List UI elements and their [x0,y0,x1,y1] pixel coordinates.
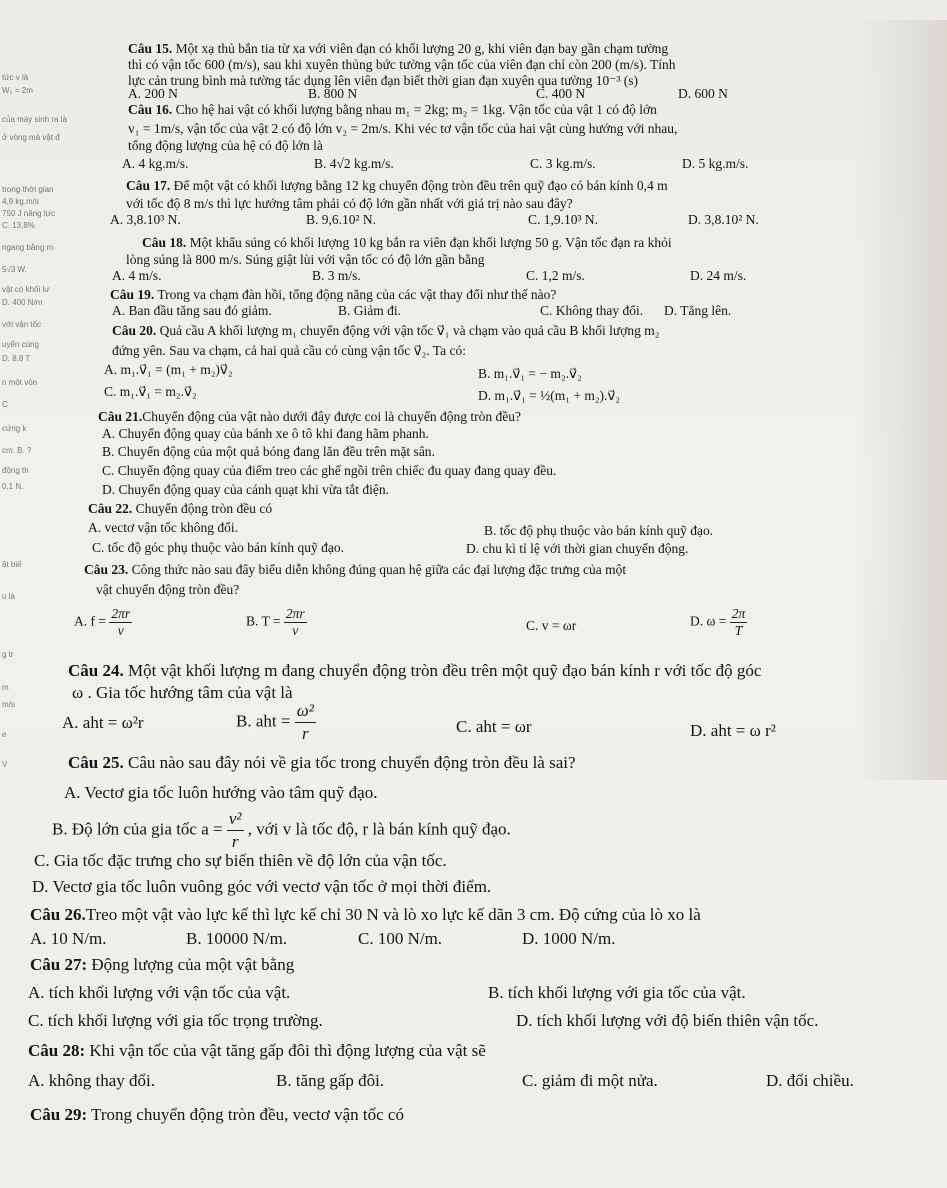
margin-fragment: u là [2,592,15,601]
q21-line1: Câu 21.Chuyển động của vật nào dưới đây được coi là chuyển động tròn đều? [98,409,521,424]
q17-option-b[interactable]: B. 9,6.10² N. [306,212,377,227]
q28-option-c[interactable]: C. giảm đi một nửa. [522,1071,658,1090]
margin-fragment: 4,9 kg.m/s [2,197,39,206]
margin-fragment: m [2,683,9,692]
q16-line2: v₁ = 1m/s, vận tốc của vật 2 có độ lớn v₂ = 2m/s. Khi véc tơ vận tốc của hai vật cùng hướng với nhau, [128,121,678,136]
q24-option-c[interactable]: C. aht = ωr [456,717,532,736]
q23-option-a-label: A. f = [74,613,106,629]
q27-option-c[interactable]: C. tích khối lượng với gia tốc trọng trường. [28,1011,323,1030]
q23-option-a[interactable] [74,606,132,639]
margin-fragment: tức v là [2,73,29,82]
margin-fragment: ngang bằng m [2,243,54,252]
q17-option-a[interactable]: A. 3,8.10³ N. [110,212,181,227]
q20-option-b[interactable]: B. m₁.v⃗₁ = − m₂.v⃗₂ [478,366,582,381]
q15-option-a[interactable]: A. 200 N [128,86,178,101]
q28-line1: Câu 28: Khi vận tốc của vật tăng gấp đôi thì động lượng của vật sẽ [28,1041,486,1060]
left-margin-fragments [0,0,67,800]
q17-line2: với tốc độ 8 m/s thì lực hướng tâm phải có độ lớn gần nhất với giá trị nào sau đây? [126,196,573,211]
margin-fragment: n một vòn [2,378,38,387]
q26-option-b[interactable]: B. 10000 N/m. [186,929,288,948]
margin-fragment: C. 13,8% [2,221,35,230]
q15-option-d[interactable]: D. 600 N [678,86,728,101]
q23-line1: Câu 23. Công thức nào sau đây biểu diễn không đúng quan hệ giữa các đại lượng đặc trưng của một [84,562,627,577]
q28-option-d[interactable]: D. đổi chiều. [766,1071,854,1090]
q20-option-c[interactable]: C. m₁.v⃗₁ = m₂.v⃗₂ [104,384,197,399]
q26-option-c[interactable]: C. 100 N/m. [358,929,443,948]
q19-option-c[interactable]: C. Không thay đổi. [540,303,644,318]
q28-option-a[interactable]: A. không thay đổi. [28,1071,156,1090]
margin-fragment: với vận tốc [2,320,42,329]
margin-fragment: W₂ = 2m [2,86,33,95]
q23-option-c[interactable]: C. v = ωr [526,618,577,633]
q25-option-d[interactable]: D. Vectơ gia tốc luôn vuông góc với vectơ vận tốc ở mọi thời điểm. [32,877,492,896]
q19-option-d[interactable]: D. Tăng lên. [664,303,732,318]
margin-fragment: V [2,760,8,769]
q22-option-c[interactable]: C. tốc độ góc phụ thuộc vào bán kính quỹ đạo. [92,540,344,555]
margin-fragment: cứng k [2,424,27,433]
q25-option-a[interactable]: A. Vectơ gia tốc luôn hướng vào tâm quỹ đạo. [64,783,378,802]
q20-line2: đứng yên. Sau va chạm, cả hai quả cầu có cùng vận tốc v⃗₂. Ta có: [112,343,466,358]
margin-fragment: D. 400 N/m [2,298,43,307]
margin-fragment: của máy sinh ra là [2,115,67,124]
q17-option-c[interactable]: C. 1,9.10³ N. [528,212,599,227]
q23-option-b[interactable] [246,606,307,639]
q15-line3: lực cản trung bình mà tường tác dụng lên viên đạn biết thời gian đạn xuyên qua tường 10⁻³ (s) [128,73,639,88]
q23-option-b-label: B. T = [246,613,281,629]
q16-option-c[interactable]: C. 3 kg.m/s. [530,156,596,171]
margin-fragment: e [2,730,7,739]
q28-option-b[interactable]: B. tăng gấp đôi. [276,1071,385,1090]
q21-option-d[interactable]: D. Chuyển động quay của cánh quạt khi vừa tắt điện. [102,482,389,497]
frac-denominator: T [734,623,743,638]
margin-fragment: vật có khối lư [2,285,50,294]
margin-fragment: m/s [2,700,15,709]
q15-option-b[interactable]: B. 800 N [308,86,358,101]
frac-denominator: v [117,623,124,638]
q16-option-a[interactable]: A. 4 kg.m/s. [122,156,189,171]
frac-numerator: 2π [731,606,746,621]
q26-line1: Câu 26.Treo một vật vào lực kế thì lực kế chỉ 30 N và lò xo lực kế dãn 3 cm. Độ cứng của lò xo là [30,905,701,924]
q18-line1: Câu 18. Một khẩu súng có khối lượng 10 kg bắn ra viên đạn khối lượng 50 g. Vận tốc đạn ra khỏi [142,235,672,250]
q21-option-b[interactable]: B. Chuyển động của một quả bóng đang lăn đều trên mặt sân. [102,444,435,459]
q21-option-a[interactable]: A. Chuyển động quay của bánh xe ô tô khi đang hãm phanh. [102,426,429,441]
q20-option-d[interactable]: D. m₁.v⃗₁ = ½(m₁ + m₂).v⃗₂ [478,388,621,403]
q25-line1: Câu 25. Câu nào sau đây nói về gia tốc trong chuyển động tròn đều là sai? [68,753,576,772]
q24-line1: Câu 24. Một vật khối lượng m đang chuyển động tròn đều trên một quỹ đạo bán kính r với tốc độ góc [68,661,762,680]
q19-line1: Câu 19. Trong va chạm đàn hồi, tổng động năng của các vật thay đổi như thế nào? [110,287,557,302]
q24-option-b-label: B. aht = [236,711,291,731]
frac-denominator: v [292,623,299,638]
q15-line1: Câu 15. Một xạ thủ bắn tia từ xa với viên đạn có khối lượng 20 g, khi viên đạn bay gần chạm tường [128,41,669,56]
q23-option-a-fraction [109,606,132,639]
frac-numerator: v² [227,808,244,831]
q16-option-b[interactable]: B. 4√2 kg.m/s. [314,156,394,171]
q24-option-a[interactable]: A. aht = ω²r [62,713,144,732]
q17-option-d[interactable]: D. 3,8.10² N. [688,212,759,227]
q24-option-b[interactable] [236,700,316,745]
q25-option-b-fraction [227,808,244,853]
q24-option-d[interactable]: D. aht = ω r² [690,721,776,740]
q23-option-d-fraction [730,606,748,639]
margin-fragment: uyển cùng [2,340,39,349]
frac-denominator: r [301,724,309,743]
q26-option-a[interactable]: A. 10 N/m. [30,929,107,948]
q25-option-b[interactable] [52,808,511,853]
q16-line3: tổng động lượng của hệ có độ lớn là [128,138,323,153]
q19-option-b[interactable]: B. Giảm đi. [338,303,401,318]
margin-fragment: C [2,400,8,409]
q25-option-b-label: B. Độ lớn của gia tốc a = [52,819,223,839]
q29-line1: Câu 29: Trong chuyển động tròn đều, vectơ vận tốc có [30,1105,404,1124]
q23-option-b-fraction [284,606,307,639]
margin-fragment: cm. B. ? [2,446,32,455]
right-margin-shadow [857,20,947,780]
frac-denominator: r [231,832,239,851]
q26-option-d[interactable]: D. 1000 N/m. [522,929,616,948]
q21-option-c[interactable]: C. Chuyển động quay của điểm treo các ghế ngồi trên chiếc đu quay đang quay đều. [102,463,557,478]
margin-fragment: động th [2,466,29,475]
q25-option-b-rest: , với v là tốc độ, r là bán kính quỹ đạo. [247,819,511,839]
frac-numerator: ω² [295,700,316,723]
q18-line2: lòng súng là 800 m/s. Súng giật lùi với vận tốc có độ lớn gần bằng [126,252,485,267]
q18-option-a[interactable]: A. 4 m/s. [112,268,162,283]
q25-option-c[interactable]: C. Gia tốc đặc trưng cho sự biến thiên về độ lớn của vận tốc. [34,851,447,870]
q18-option-b[interactable]: B. 3 m/s. [312,268,361,283]
q15-line2: thì có vận tốc 600 (m/s), sau khi xuyên thủng bức tường vận tốc của viên đạn chỉ còn 200 (m/s). Tính [128,57,676,72]
q18-option-c[interactable]: C. 1,2 m/s. [526,268,585,283]
margin-fragment: D. 8,8 T [2,354,31,363]
q22-option-a[interactable]: A. vectơ vận tốc không đổi. [88,520,238,535]
q20-line1: Câu 20. Quả cầu A khối lượng m₁ chuyển động với vận tốc v⃗₁ và chạm vào quả cầu B khối lượng m₂ [112,323,660,338]
q22-option-d[interactable]: D. chu kì tỉ lệ với thời gian chuyển động. [466,541,689,556]
q16-option-d[interactable]: D. 5 kg.m/s. [682,156,749,171]
q27-option-d[interactable]: D. tích khối lượng với độ biến thiên vận tốc. [516,1011,819,1030]
margin-fragment: 750 J năng lực [2,209,55,218]
q27-option-b[interactable]: B. tích khối lượng với gia tốc của vật. [488,983,746,1002]
q20-option-a[interactable]: A. m₁.v⃗₁ = (m₁ + m₂)v⃗₂ [104,362,233,377]
margin-fragment: ở vòng mà vật đ [2,133,60,142]
q23-line2: vật chuyển động tròn đều? [96,582,240,597]
q15-option-c[interactable]: C. 400 N [536,86,586,101]
q24-line2: ω . Gia tốc hướng tâm của vật là [72,683,293,702]
margin-fragment: 0,1 N. [2,482,24,491]
margin-fragment: ật biế [2,560,22,569]
q19-option-a[interactable]: A. Ban đầu tăng sau đó giảm. [112,303,272,318]
q22-option-b[interactable]: B. tốc độ phụ thuộc vào bán kính quỹ đạo. [484,523,714,538]
q27-line1: Câu 27: Động lượng của một vật bằng [30,955,295,974]
margin-fragment: trong thời gian [2,185,54,194]
q18-option-d[interactable]: D. 24 m/s. [690,268,747,283]
q16-line1: Câu 16. Cho hệ hai vật có khối lượng bằng nhau m₁ = 2kg; m₂ = 1kg. Vận tốc của vật 1 có độ lớn [128,102,657,117]
q24-option-b-fraction [295,700,316,745]
frac-numerator: 2πr [285,606,305,621]
frac-numerator: 2πr [111,606,131,621]
q23-option-d-label: D. ω = [690,613,727,629]
q23-option-d[interactable] [690,606,747,639]
q27-option-a[interactable]: A. tích khối lượng với vận tốc của vật. [28,983,291,1002]
q17-line1: Câu 17. Để một vật có khối lượng bằng 12 kg chuyển động tròn đều trên quỹ đạo có bán kính 0,4 m [126,178,668,193]
q22-line1: Câu 22. Chuyển động tròn đều có [88,501,273,516]
margin-fragment: g tr [2,650,14,659]
margin-fragment: 5√3 W. [2,265,27,274]
